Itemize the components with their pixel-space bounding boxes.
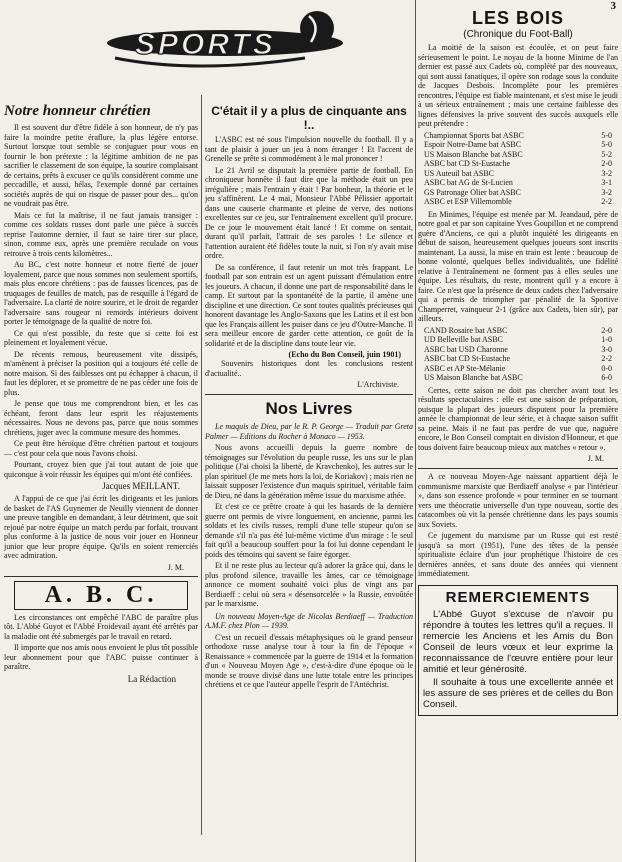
- page-number: 3: [610, 0, 616, 12]
- article2-paragraph: L'ASBC est né sous l'impulsion nouvelle du football. Il y a tant de plaisir à jouer un jeu à nom étranger ! Et l'accent de Grenelle se prête si commodément à le mal prononcer !: [205, 135, 413, 163]
- livres-section: [205, 394, 413, 690]
- moyenage-paragraph: Ce jugement du marxisme par un Russe qui est resté jusqu'à sa mort (1951), l'une des têtes de la pensée spiritualiste éclaire d'un jour prophétique l'histoire de ces dernières années, et sans doute des années qui viennent immédiatement.: [418, 531, 618, 578]
- result-row: ASBC bat AG de St-Lucien 3-1: [424, 178, 612, 187]
- article2-source: (Echo du Bon Conseil, juin 1901): [288, 350, 401, 359]
- result-row: Championnat Sports bat ASBC 5-0: [424, 130, 612, 140]
- livres-paragraph: Nous avons accueilli depuis la guerre nombre de témoignages sur l'évolution du peuple russe, les uns sur le plan politique (J'ai choisi la liberté, de Kravchenko), les autres sur le plan spirituel (Je me mets hors la loi, de Koriakov) ; mais rien ne laissait supposer l'existence d'un maquis spirituel, véritable faim de Dieu, né dans la génération même issue du marxisme athée.: [205, 443, 413, 500]
- livres-paragraph: Et c'est ce ce prêtre croate à qui les hasards de la dernière guerre ont permis de vivre longuement, en ancienne, parmi les soldats et les civils russes, rempli d'une telle stupeur qu'on se demande s'il n'a pas été lui-même victime d'un mirage : le seul fait qu'il a beaucoup souffert pour la foi lui donne cependant le poids des témoins qui savent se faire égorger.: [205, 502, 413, 559]
- abc-paragraph: Les circonstances ont empêché l'ABC de paraître plus tôt. L'Abbé Guyot et l'Abbé Froidevail ayant été arrêtés par la maladie ont été submergés par le travail en retard.: [4, 612, 198, 641]
- remerciements-paragraph: L'Abbé Guyot s'excuse de n'avoir pu répondre à toutes les lettres qu'il a reçues. Il remercie les Anciens et les Amis du Bon Conseil de leurs vœux et leur exprime la reconnaissance de l'œuvre entière pour leur amitié et leur générosité.: [423, 608, 613, 675]
- bois-signature: J. M.: [587, 454, 604, 463]
- results-table-minimes: [418, 326, 618, 383]
- abc-signature: La Rédaction: [127, 673, 176, 684]
- article2-closing: Souvenirs historiques dont les conclusions restent d'actualité..: [205, 359, 413, 378]
- article1-paragraph: Il est souvent dur d'être fidèle à son honneur, de n'y pas faire la moindre petite éraflure, la plus légère entorse. Surtout lorsque tout semble se conjuguer pour vous en fournir le bon prétexte : la légitime ambition de ne pas sacrifier le classement de son équipe, la sourire complaisant de certains, prêts à excuser ce qu'ils considèrent comme une peccadille, et aussi, hélas, l'exemple donné par certaines sociétés auprès de qui on risque de passer pour des... qu'on ne voudrait pas être.: [4, 123, 198, 208]
- article1-appendix-initials: J. M.: [167, 562, 184, 572]
- bois-closing: Certes, cette saison ne doit pas chercher avant tout les résultats spectaculaires : elle est une saison de préparation, puisque la plupart des joueurs disputent pour la première année le championnat de leur série, et à chaque saison suffit sa peine. Mais il ne faut pas perdre de vue que, naguère encore, le Bon Conseil comptait en division d'Honneur, et que tous doivent faire beaucoup mieux aux matches « retour ».: [418, 385, 618, 452]
- abc-box: [4, 576, 198, 684]
- abc-paragraph: Il importe que nos amis nous envoient le plus tôt possible leur abonnement pour que l'ABC puisse continuer à paraître.: [4, 643, 198, 671]
- column-right: [418, 8, 618, 862]
- result-row: US Maison Blanche bat ASBC 5-2: [424, 149, 612, 159]
- result-row: US Auteuil bat ASBC 3-2: [424, 168, 612, 178]
- bois-intro: La moitié de la saison est écoulée, et on peut faire sérieusement le point. Le noyau de la bonne Minime de l'an dernier est passé aux Cadets où, complété par des nouveaux, qui sont aussi fanatiques, il opère son rodage sous la conduite de Jacques Desbois. Incomplète pour les premières rencontres, l'équipe est fiable maintenant, et s'est mise le jeudi à un sérieux entraînement ; mais une certaine faiblesse des lignes défensives la prive souvent des succès auxquels elle peut prétendre :: [418, 43, 618, 128]
- column-divider: [201, 95, 202, 835]
- result-row: ASBC bat CD St-Eustache 2-0: [424, 159, 612, 168]
- article1-signature: Jacques MEILLANT.: [102, 481, 180, 491]
- remerciements-box: [418, 585, 618, 716]
- remerciements-paragraph: Il souhaite à tous une excellente année et les assure de ses prières et de celles du Bon Conseil.: [423, 676, 613, 710]
- article1-title: Notre honneur chrétien: [4, 103, 151, 119]
- column-middle: [205, 100, 413, 862]
- article1-paragraph: Mais ce fut la maîtrise, il ne faut jamais transiger : comme ces soldats russes dont parle une pièce à succès reprise l'automne dernier, il faut se taire tirer sur place, sinon, comme eux, après une première reculade on vous retrouve à trois cents kilomètres...: [4, 210, 198, 258]
- article1-paragraph: Pourtant, croyez bien que j'ai tout autant de joie que quiconque à voir réussir les équipes qui m'ont été confiées.: [4, 460, 198, 479]
- result-row: ASBC bat CD St-Eustache 2-2: [424, 354, 612, 363]
- livres-paragraph: Et il ne reste plus au lecteur qu'à adorer la grâce qui, dans le plus profond silence, travaille les âmes, car ce témoignage annonce ce moment souhaité voici plus de vingt ans par Berdiaeff : celui où sera « désensorcelée » la Russie, envoûtée par le marxisme.: [205, 561, 413, 608]
- result-row: US Maison Blanche bat ASBC 6-0: [424, 373, 612, 382]
- results-table-cadets: [418, 131, 618, 207]
- sports-masthead-logo: [105, 8, 345, 78]
- article1-paragraph: De récents remous, heureusement vite dissipés, m'amènent à préciser la position qui a toujours été celle de notre maison. Si des faiblesses ont pu échapper à chacun, il faut les déplorer, et se promettre de ne pas céder une fois de plus.: [4, 349, 198, 397]
- moyenage-paragraph: A ce nouveau Moyen-Age naissant appartient déjà le communisme marxiste que Berdiaeff analyse « par l'intérieur », dans son essence profonde « pour terminer en se tournant vers une théocratie universelle d'un type nouveau, sortie des catacombes où vit la pensée chrétienne dans les pays soumis aux Soviets.: [418, 472, 618, 529]
- bois-minimes: En Minimes, l'équipe est menée par M. Jeandaud, père de notre goal et par son capitaine Yves Goupillon et ne comprend guère d'Anciens, ce qui a plutôt inquiété les dirigeants en début de saison, heureusement quelques joueurs sont inscrits maintenant. La aussi, la mise en train est lente : beaucoup de bonne volonté, quelques belles individualités, une fidélité relative à l'entraînement ne forment pas à elles seules une équipe. Les résultats, du reste, montrent qu'il y a encore à faire. Ce n'est que la présence de deux cadets chez l'adversaire qui a permis de triompher par pénalité de la Sportive Champerret, vainqueur 2-1 (grâce aux Cadets, bien sûr), par ailleurs.: [418, 209, 618, 323]
- article1-paragraph: Ce peut être héroïque d'être chrétien partout et toujours — c'est pour cela que nous l'avons choisi.: [4, 439, 198, 458]
- livres-title: Nos Livres: [265, 399, 353, 418]
- livres-book1: Le maquis de Dieu, par le R. P. George — Traduit par Greta Palmer — Editions du Rocher à Monaco — 1953.: [205, 422, 413, 441]
- article2-paragraph: Le 21 Avril se disputait la première partie de football. En chroniqueur honnête il faut dire que la méthode était un peu irrégulière ; mais l'entrain y était ! Par bonheur, la théorie et le jeu s'affinèrent. Le 4 mai, Monsieur l'Abbé Pélissier apportait dans une causerie charmante et pleine de verve, des notions excellentes sur ce jeu, sur l'entraînement excellent qu'il procure. De ce jour le mouvement était lancé ! Et comme on sentait, durant qu'il parlait, l'attrait de ses paroles ! Le silence et l'attention auraient été fidèles toute la nuit, si l'on n'y avait mise ordre.: [205, 165, 413, 260]
- remerciements-title: REMERCIEMENTS: [445, 588, 591, 606]
- result-row: ASBC et AP Ste-Mélanie 0-0: [424, 363, 612, 373]
- result-row: CAND Rosaire bat ASBC 2-0: [424, 325, 612, 335]
- masthead-title: SPORTS: [135, 28, 276, 61]
- column-divider: [415, 0, 416, 862]
- article1-paragraph: Au BC, c'est notre honneur et notre fierté de jouer loyalement, parce que nous sommes non seulement sportifs, mais plus encore chrétiens : pas de fausses licences, pas de truquages de feuilles de match, pas de resquille à l'égard de l'adversaire. La clarté de notre sourire, et le droit de regarder l'adversaire sans rougeur ni remords intérieurs doivent porter le témoignage de la qualité de notre foi.: [4, 260, 198, 326]
- column-left: [4, 103, 198, 862]
- article2-signature: L'Archiviste.: [357, 380, 399, 389]
- article2-paragraph: De sa conférence, il faut retenir un mot très frappant. Le football par son entrain est un agent puissant d'émulation entre les joueurs. A chacun, il donne une part de responsabilité dans le camp. Et surtout par la spontanéité de la partie, il amène une discipline et une direction. Ce sont toutes qualités précieuses qui honorent davantage les Anglo-Saxons que les Latins et il est bon que les Français aillent les puiser dans ce jeu d'Outre-Manche. Il sera meilleur encore de garder cette attention, ce goût de la solidarité et de la discipline dans toute leur vie.: [205, 262, 413, 348]
- article1-appendix: A l'appui de ce que j'ai écrit les dirigeants et les juniors de basket de l'AS Guynemer de Neuilly viennent de donner une preuve tangible en demandant, à leur détriment, que soit rejoué par notre équipe un match perdu par forfait, trouvant plus conforme à la justice de nous voir jouer en Honneur junior que leur propre équipe. Qu'ils en soient remerciés avec admiration.: [4, 494, 198, 560]
- result-row: Espoir Notre-Dame bat ASBC 5-0: [424, 140, 612, 149]
- abc-title: A. B. C.: [14, 581, 188, 610]
- article2-title: C'était il y a plus de cinquante ans !..: [211, 104, 407, 132]
- livres-paragraph: C'est un recueil d'essais métaphysiques où le grand penseur orthodoxe russe analyse tour à tour la fin de l'époque « Renaissance » commencée par la guerre de 1914 et la formation d'un « Nouveau Moyen Age », c'est-à-dire d'une époque où le monde se trouve divisé dans une lutte totale entre les principes chrétiens et ce que l'auteur appelle l'esprit de l'Antéchrist.: [205, 632, 413, 689]
- result-row: ASBC et ESP Villemomble 2-2: [424, 197, 612, 206]
- article1-paragraph: Ce qui n'est possible, du reste que si cette foi est pleinement et loyalement vécue.: [4, 328, 198, 347]
- moyenage-section: [418, 468, 618, 579]
- article1-paragraph: Je pense que tous me comprendront bien, et les cas échéant, feront dans leur esprit les réajustements nécessaires. Nous ne devons pas, parce que nous sommes chrétiens, juger avec la commune mesure des hommes.: [4, 399, 198, 437]
- result-row: GS Patronage Olier bat ASBC 3-2: [424, 187, 612, 197]
- bois-title: LES BOIS: [471, 8, 564, 28]
- result-row: ASBC bat USD Charonne 3-0: [424, 344, 612, 354]
- result-row: UD Belleville bat ASBC 1-0: [424, 335, 612, 344]
- bois-subtitle: (Chronique du Foot-Ball): [463, 29, 573, 40]
- article1-body: [4, 123, 198, 479]
- livres-book2: Un nouveau Moyen-Age de Nicolas Berdiaeff — Traduction A.M.F. chez Plon — 1939.: [205, 611, 413, 630]
